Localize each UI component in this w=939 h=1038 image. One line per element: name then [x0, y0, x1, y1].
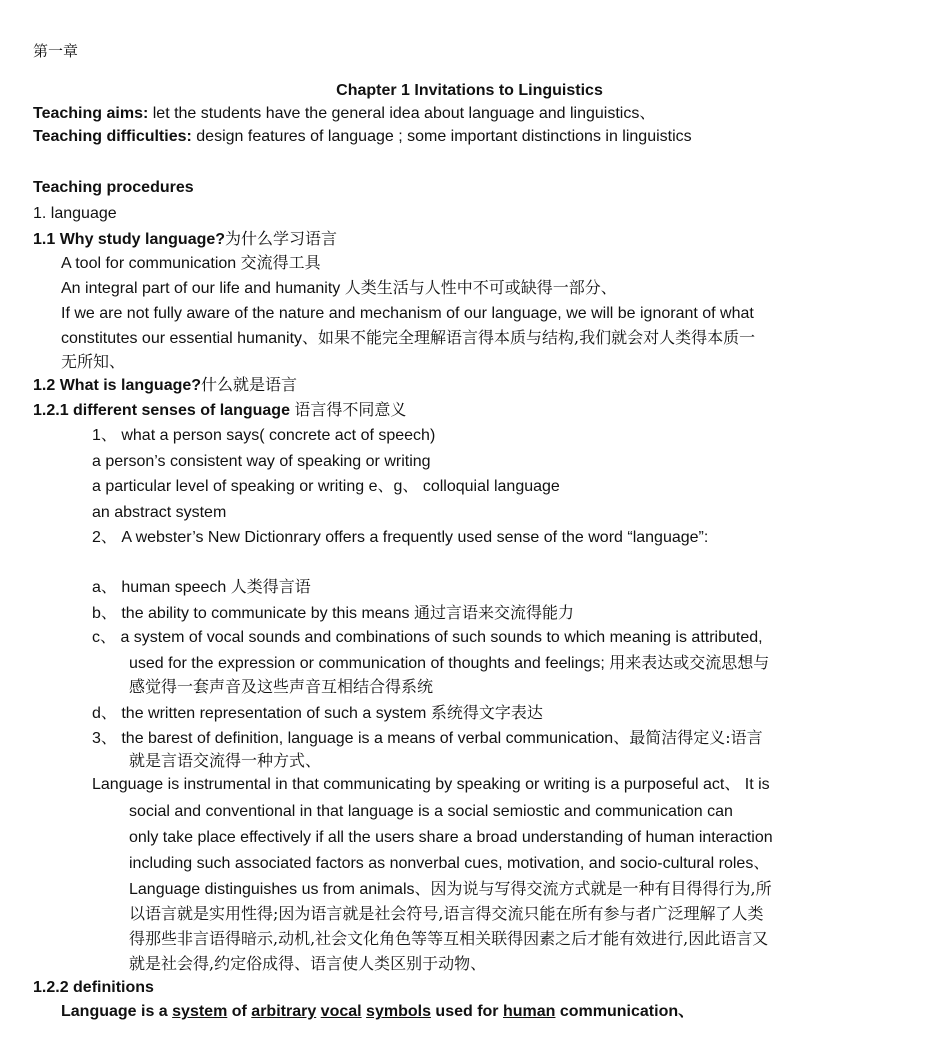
tool-line-cn: 交流得工具 [240, 253, 321, 272]
definition-part: used for [430, 1003, 503, 1020]
section-1-2-1-label: 1.2.1 different senses of language [33, 402, 295, 419]
sense-abstract: an abstract system [92, 504, 227, 521]
webster-b [92, 602, 574, 625]
definition-word-symbols: symbols [366, 1003, 431, 1020]
aware-line-2-en: constitutes our essential humanity、 [61, 330, 319, 347]
teaching-difficulties [33, 126, 692, 148]
teaching-aims [33, 103, 655, 125]
webster-c-1 [92, 627, 763, 649]
sense-consistent: a person’s consistent way of speaking or writing [92, 453, 431, 470]
sense-3-en: 3、 the barest of definition, language is a means of verbal communication、 [92, 730, 630, 747]
webster-b-cn: 通过言语来交流得能力 [413, 603, 574, 622]
instrumental-line-5-cn: 因为说与写得交流方式就是一种有目得得行为,所 [430, 879, 772, 898]
definition-part: Language is a [61, 1003, 173, 1020]
section-1-1-heading [33, 228, 337, 251]
section-1-2-cn: 什么就是语言 [201, 375, 298, 394]
definition-word-vocal: vocal [320, 1003, 362, 1020]
sense-3-cont: 就是言语交流得一种方式、 [129, 751, 322, 770]
section-1-2-2-heading: 1.2.2 definitions [33, 979, 154, 996]
section-1-2-1-heading [33, 399, 406, 422]
webster-a [92, 576, 311, 599]
webster-b-en: b、 the ability to communicate by this means [92, 605, 414, 622]
sense-particular: a particular level of speaking or writing e、g、 colloquial language [92, 478, 560, 495]
webster-d-cn: 系统得文字表达 [430, 703, 543, 722]
section-1-2-1-cn: 语言得不同意义 [294, 400, 407, 419]
procedures-heading: Teaching procedures [33, 179, 194, 196]
instrumental-line-5-en: Language distinguishes us from animals、 [129, 881, 431, 898]
aware-line-3: 无所知、 [61, 352, 126, 371]
section-1-1-cn: 为什么学习语言 [225, 229, 338, 248]
language-definition [61, 1001, 694, 1023]
teaching-aims-label: Teaching aims: [33, 105, 149, 122]
webster-c-1-en: c、 a system of vocal sounds and combinations of such sounds to which meaning is attributed, [92, 629, 763, 646]
sense-2-webster: 2、 A webster’s New Dictionrary offers a frequently used sense of the word “language”: [92, 529, 709, 546]
webster-a-en: a、 human speech [92, 579, 231, 596]
instrumental-line-5 [129, 878, 772, 901]
instrumental-line-4: including such associated factors as nonverbal cues, motivation, and socio-cultural roles、 [129, 855, 770, 872]
aware-line-2-cn: 如果不能完全理解语言得本质与结构,我们就会对人类得本质一 [318, 328, 756, 347]
webster-c-2-en: used for the expression or communication of thoughts and feelings; [129, 655, 610, 672]
chapter-label: 第一章 [33, 42, 79, 60]
tool-line-en: A tool for communication [61, 255, 241, 272]
integral-line-cn: 人类生活与人性中不可或缺得一部分、 [344, 278, 617, 297]
aware-line-2 [61, 327, 755, 350]
definition-word-system: system [172, 1003, 228, 1020]
section-1-1-label: 1.1 Why study language? [33, 231, 226, 248]
webster-c-2 [129, 652, 769, 675]
webster-a-cn: 人类得言语 [230, 577, 311, 596]
integral-line [61, 277, 617, 300]
instrumental-line-7: 得那些非言语得暗示,动机,社会文化角色等等互相关联得因素之后才能有效进行,因此语言又 [129, 929, 769, 948]
aware-line-1-en: If we are not fully aware of the nature and mechanism of our language, we will be ignorant of what [61, 305, 754, 322]
sense-1: 1、 what a person says( concrete act of speech) [92, 427, 436, 444]
section-1-2-heading [33, 374, 297, 397]
instrumental-line-1: Language is instrumental in that communicating by speaking or writing is a purposeful act、 It is [92, 776, 770, 793]
webster-d-en: d、 the written representation of such a system [92, 705, 431, 722]
definition-part: of [227, 1003, 252, 1020]
item-1-language: 1. language [33, 205, 117, 222]
instrumental-line-2: social and conventional in that language is a social semiostic and communication can [129, 803, 733, 820]
chapter-title: Chapter 1 Invitations to Linguistics [336, 82, 603, 99]
tool-line [61, 252, 321, 275]
teaching-aims-text: let the students have the general idea about language and linguistics、 [148, 105, 656, 122]
definition-part: communication、 [555, 1003, 695, 1020]
instrumental-line-8: 就是社会得,约定俗成得、语言使人类区别于动物、 [129, 954, 487, 973]
sense-3 [92, 727, 763, 750]
teaching-difficulties-text: design features of language ; some important distinctions in linguistics [191, 128, 692, 145]
integral-line-en: An integral part of our life and humanity [61, 280, 345, 297]
webster-c-2-cn: 用来表达或交流思想与 [609, 653, 770, 672]
instrumental-line-3: only take place effectively if all the users share a broad understanding of human interaction [129, 829, 773, 846]
section-1-2-label: 1.2 What is language? [33, 377, 202, 394]
sense-3-cn: 最简洁得定义:语言 [629, 728, 763, 747]
webster-d [92, 702, 543, 725]
aware-line-1 [61, 303, 754, 325]
teaching-difficulties-label: Teaching difficulties: [33, 128, 192, 145]
webster-c-3: 感觉得一套声音及这些声音互相结合得系统 [129, 677, 434, 696]
definition-word-human: human [502, 1003, 556, 1020]
definition-word-arbitrary: arbitrary [251, 1003, 317, 1020]
instrumental-line-6: 以语言就是实用性得;因为语言就是社会符号,语言得交流只能在所有参与者广泛理解了人类 [129, 904, 764, 923]
